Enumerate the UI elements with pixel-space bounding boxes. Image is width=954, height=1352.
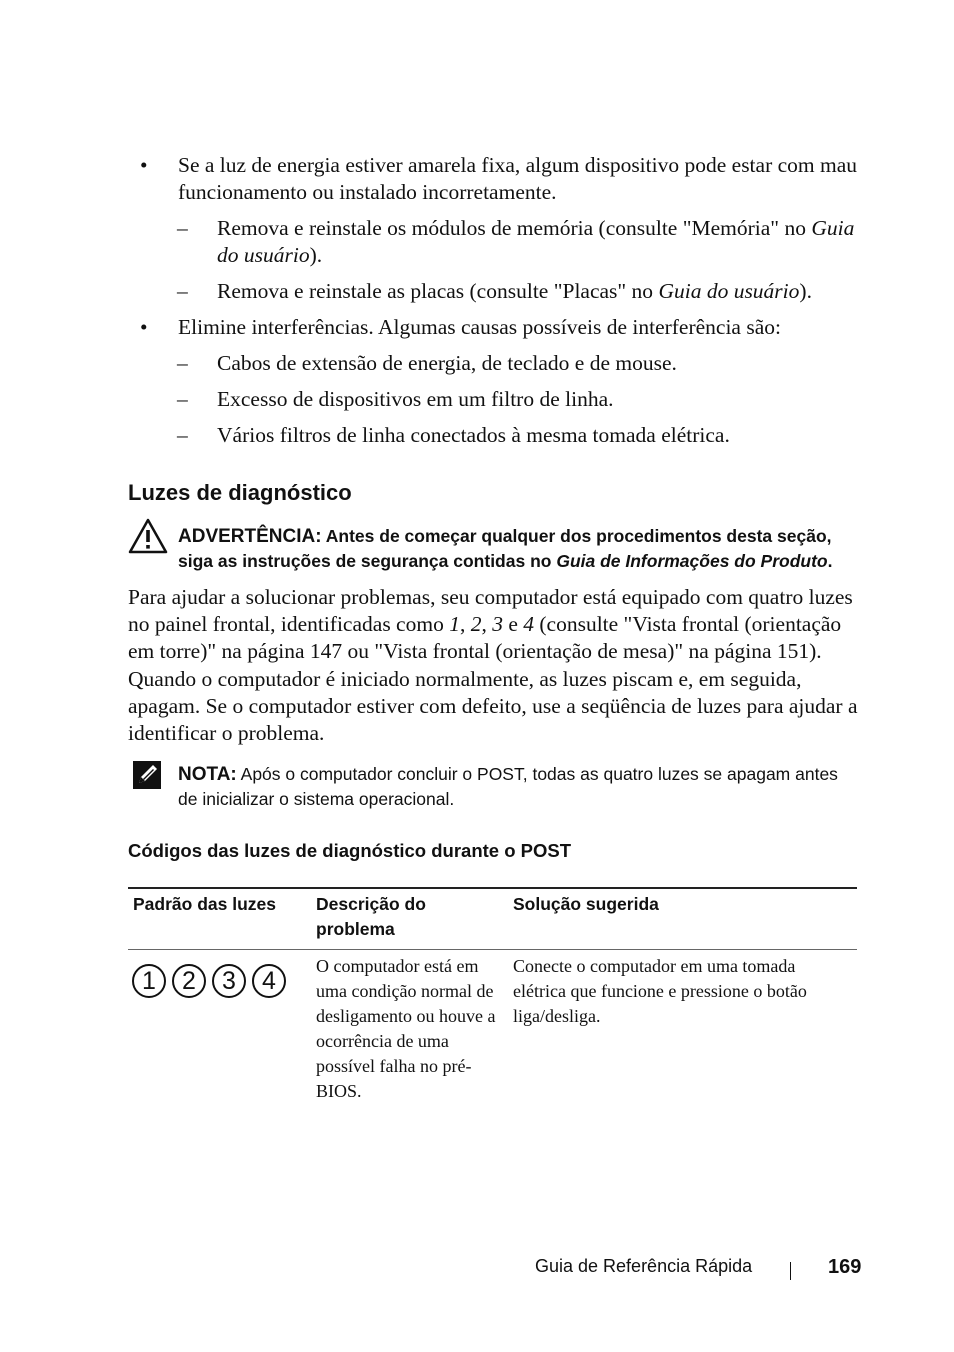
warning-icon [128, 518, 168, 554]
pencil-icon [132, 760, 162, 790]
led-ref: 4 [523, 612, 534, 637]
troubleshooting-list [128, 152, 858, 458]
sub-text: Remova e reinstale as placas (consulte "Placas" no [217, 279, 659, 303]
suggested-solution: Conecte o computador em uma tomada elétrica que funcione e pressione o botão liga/desliga. [513, 956, 807, 1026]
bullet-item [128, 314, 858, 341]
led-ref: 1 [449, 612, 460, 637]
sub-after: ). [309, 243, 323, 267]
diagnostic-light-1: 1 [132, 964, 166, 998]
footer-divider [790, 1262, 791, 1280]
sub-text: Cabos de extensão de energia, de teclado e de mouse. [217, 351, 677, 375]
footer-title: Guia de Referência Rápida [535, 1256, 753, 1276]
paragraph-sep: , [481, 612, 493, 637]
table-caption: Códigos das luzes de diagnóstico durante o POST [128, 840, 572, 861]
paragraph-text: Para ajudar a solucionar problemas, seu computador está equipado com quatro luzes no painel frontal, identificadas como [128, 585, 853, 637]
diagnostic-light-2: 2 [172, 964, 206, 998]
paragraph-sep: , [459, 612, 471, 637]
warning-after: . [827, 551, 833, 571]
sub-italic: Guia do usuário [217, 216, 855, 267]
sub-text: Remova e reinstale os módulos de memória (consulte "Memória" no [217, 216, 812, 240]
warning-body: Antes de começar qualquer dos procedimentos desta seção, siga as instruções de segurança contidas no [178, 526, 832, 571]
sub-text: Excesso de dispositivos em um filtro de linha. [217, 387, 614, 411]
paragraph-text: (consulte "Vista frontal (orientação em torre)" na página 147 ou "Vista frontal (orientação de mesa)" na página 151). Quando o computador é iniciado normalmente, as luzes piscam e, em seguida, apagam. Se o computador estiver com defeito, use a seqüência de luzes para ajudar a identificar o problema. [128, 612, 858, 746]
bullet-text: Se a luz de energia estiver amarela fixa, algum dispositivo pode estar com mau funcionamento ou instalado incorretamente. [178, 153, 858, 204]
diagnostic-light-4: 4 [252, 964, 286, 998]
page-number: 169 [828, 1256, 862, 1278]
sub-text: Vários filtros de linha conectados à mesma tomada elétrica. [217, 423, 730, 447]
sub-item [128, 278, 858, 305]
sub-after: ). [799, 279, 812, 303]
paragraph-sep: e [502, 612, 524, 637]
section-heading: Luzes de diagnóstico [128, 480, 352, 505]
note-body: Após o computador concluir o POST, todas as quatro luzes se apagam antes de inicializar o sistema operacional. [178, 764, 838, 809]
led-pattern [132, 964, 286, 998]
bullet-text: Elimine interferências. Algumas causas possíveis de interferência são: [178, 315, 781, 339]
led-ref: 2 [470, 612, 482, 637]
sub-item [128, 422, 858, 449]
note-label: NOTA: [178, 764, 237, 785]
dash-mark: – [177, 279, 188, 303]
dash-mark: – [177, 387, 188, 411]
column-header: Descrição do problema [316, 894, 426, 939]
sub-italic: Guia do usuário [658, 279, 800, 303]
bullet-mark: • [140, 153, 148, 177]
dash-mark: – [177, 351, 188, 375]
note-text [178, 762, 858, 812]
dash-mark: – [177, 423, 188, 447]
warning-label: ADVERTÊNCIA: [178, 526, 322, 547]
problem-description: O computador está em uma condição normal de desligamento ou houve a ocorrência de uma possível falha no pré-BIOS. [316, 956, 496, 1101]
sub-item [128, 350, 858, 377]
led-ref: 3 [492, 612, 503, 637]
body-paragraph [128, 584, 858, 747]
column-header: Padrão das luzes [133, 894, 276, 914]
warning-text [178, 524, 858, 574]
table-top-rule [128, 887, 857, 889]
column-header: Solução sugerida [513, 894, 659, 914]
bullet-mark: • [140, 315, 148, 339]
table-header-rule [128, 949, 857, 950]
sub-item [128, 215, 858, 269]
dash-mark: – [177, 216, 188, 240]
bullet-item [128, 152, 858, 206]
warning-italic: Guia de Informações do Produto [556, 551, 828, 571]
sub-item [128, 386, 858, 413]
diagnostic-light-3: 3 [212, 964, 246, 998]
